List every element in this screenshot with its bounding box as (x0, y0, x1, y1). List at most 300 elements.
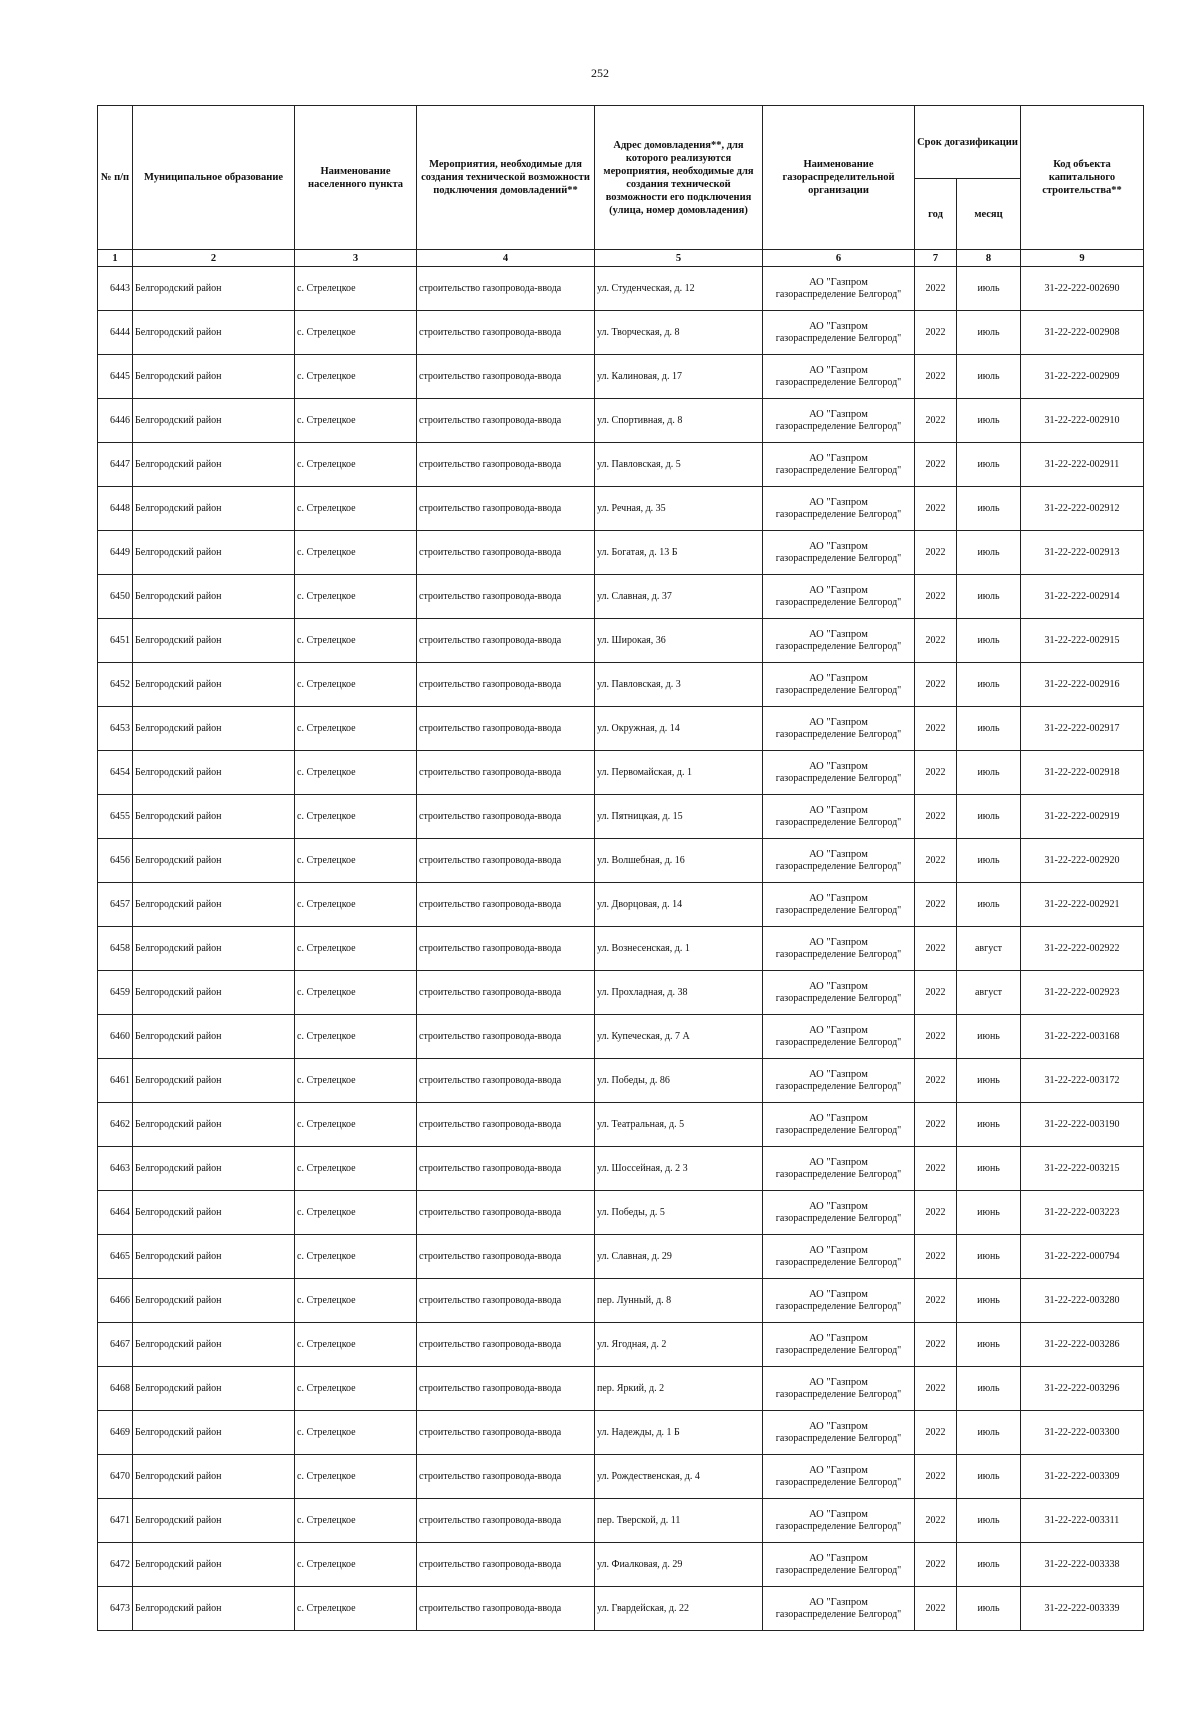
settlement-cell: с. Стрелецкое (295, 1455, 417, 1499)
row-number: 6452 (98, 663, 133, 707)
municipality-cell: Белгородский район (133, 619, 295, 663)
month-cell: июнь (957, 1103, 1021, 1147)
address-cell: ул. Широкая, 36 (595, 619, 763, 663)
measures-cell: строительство газопровода-ввода (417, 663, 595, 707)
settlement-cell: с. Стрелецкое (295, 355, 417, 399)
settlement-cell: с. Стрелецкое (295, 443, 417, 487)
address-cell: ул. Окружная, д. 14 (595, 707, 763, 751)
month-cell: июль (957, 1587, 1021, 1631)
measures-cell: строительство газопровода-ввода (417, 1543, 595, 1587)
settlement-cell: с. Стрелецкое (295, 1323, 417, 1367)
measures-cell: строительство газопровода-ввода (417, 1587, 595, 1631)
municipality-cell: Белгородский район (133, 1015, 295, 1059)
org-cell (763, 311, 915, 355)
org-line-1: АО "Газпром (809, 1156, 868, 1168)
address-cell: ул. Прохладная, д. 38 (595, 971, 763, 1015)
table-row (98, 1015, 1144, 1059)
row-number: 6459 (98, 971, 133, 1015)
address-cell: ул. Рождественская, д. 4 (595, 1455, 763, 1499)
row-number: 6467 (98, 1323, 133, 1367)
code-cell: 31-22-222-003172 (1021, 1059, 1144, 1103)
org-line-2: газораспределение Белгород" (775, 332, 902, 344)
month-cell: июнь (957, 1147, 1021, 1191)
row-number: 6462 (98, 1103, 133, 1147)
table-row (98, 1587, 1144, 1631)
org-line-1: АО "Газпром (809, 276, 868, 288)
org-line-2: газораспределение Белгород" (775, 904, 902, 916)
month-cell: июль (957, 399, 1021, 443)
org-cell (763, 355, 915, 399)
column-number: 6 (763, 250, 915, 267)
address-cell: ул. Студенческая, д. 12 (595, 267, 763, 311)
settlement-cell: с. Стрелецкое (295, 1279, 417, 1323)
address-cell: ул. Победы, д. 86 (595, 1059, 763, 1103)
code-cell: 31-22-222-003338 (1021, 1543, 1144, 1587)
org-line-1: АО "Газпром (809, 1420, 868, 1432)
org-cell (763, 487, 915, 531)
code-cell: 31-22-222-002916 (1021, 663, 1144, 707)
settlement-cell: с. Стрелецкое (295, 883, 417, 927)
org-line-1: АО "Газпром (809, 672, 868, 684)
code-cell: 31-22-222-003296 (1021, 1367, 1144, 1411)
org-cell (763, 1367, 915, 1411)
settlement-cell: с. Стрелецкое (295, 839, 417, 883)
address-cell: ул. Купеческая, д. 7 А (595, 1015, 763, 1059)
settlement-cell: с. Стрелецкое (295, 1191, 417, 1235)
org-line-1: АО "Газпром (809, 848, 868, 860)
year-cell: 2022 (915, 1323, 957, 1367)
month-cell: июль (957, 1367, 1021, 1411)
year-cell: 2022 (915, 1015, 957, 1059)
measures-cell: строительство газопровода-ввода (417, 619, 595, 663)
code-cell: 31-22-222-003168 (1021, 1015, 1144, 1059)
address-cell: ул. Спортивная, д. 8 (595, 399, 763, 443)
measures-cell: строительство газопровода-ввода (417, 883, 595, 927)
org-cell (763, 883, 915, 927)
municipality-cell: Белгородский район (133, 751, 295, 795)
municipality-cell: Белгородский район (133, 1543, 295, 1587)
year-cell: 2022 (915, 1455, 957, 1499)
municipality-cell: Белгородский район (133, 487, 295, 531)
settlement-cell: с. Стрелецкое (295, 1587, 417, 1631)
row-number: 6456 (98, 839, 133, 883)
year-cell: 2022 (915, 1279, 957, 1323)
measures-cell: строительство газопровода-ввода (417, 839, 595, 883)
org-cell (763, 1147, 915, 1191)
org-line-2: газораспределение Белгород" (775, 288, 902, 300)
org-cell (763, 1499, 915, 1543)
org-line-1: АО "Газпром (809, 1596, 868, 1608)
org-line-1: АО "Газпром (809, 1068, 868, 1080)
row-number: 6454 (98, 751, 133, 795)
row-number: 6457 (98, 883, 133, 927)
year-cell: 2022 (915, 883, 957, 927)
table-row (98, 927, 1144, 971)
org-line-2: газораспределение Белгород" (775, 948, 902, 960)
header-year: год (915, 179, 957, 250)
org-line-2: газораспределение Белгород" (775, 684, 902, 696)
municipality-cell: Белгородский район (133, 1367, 295, 1411)
measures-cell: строительство газопровода-ввода (417, 531, 595, 575)
org-line-1: АО "Газпром (809, 1508, 868, 1520)
address-cell: ул. Пятницкая, д. 15 (595, 795, 763, 839)
municipality-cell: Белгородский район (133, 267, 295, 311)
row-number: 6464 (98, 1191, 133, 1235)
table-row (98, 487, 1144, 531)
year-cell: 2022 (915, 1147, 957, 1191)
table-row (98, 663, 1144, 707)
table-row (98, 1191, 1144, 1235)
header-measures: Мероприятия, необходимые для создания технической возможности подключения домовладений** (417, 106, 595, 250)
settlement-cell: с. Стрелецкое (295, 1367, 417, 1411)
code-cell: 31-22-222-003300 (1021, 1411, 1144, 1455)
row-number: 6443 (98, 267, 133, 311)
measures-cell: строительство газопровода-ввода (417, 1015, 595, 1059)
settlement-cell: с. Стрелецкое (295, 927, 417, 971)
table-row (98, 1499, 1144, 1543)
year-cell: 2022 (915, 927, 957, 971)
row-number: 6455 (98, 795, 133, 839)
month-cell: июль (957, 531, 1021, 575)
org-line-2: газораспределение Белгород" (775, 728, 902, 740)
year-cell: 2022 (915, 1411, 957, 1455)
code-cell: 31-22-222-002911 (1021, 443, 1144, 487)
code-cell: 31-22-222-002915 (1021, 619, 1144, 663)
org-cell (763, 1015, 915, 1059)
measures-cell: строительство газопровода-ввода (417, 1235, 595, 1279)
column-numbers-row (98, 250, 1144, 267)
row-number: 6460 (98, 1015, 133, 1059)
org-line-1: АО "Газпром (809, 936, 868, 948)
settlement-cell: с. Стрелецкое (295, 795, 417, 839)
table-row (98, 1279, 1144, 1323)
table-row (98, 751, 1144, 795)
municipality-cell: Белгородский район (133, 1455, 295, 1499)
table-row (98, 1103, 1144, 1147)
municipality-cell: Белгородский район (133, 971, 295, 1015)
month-cell: июль (957, 1499, 1021, 1543)
org-line-1: АО "Газпром (809, 1024, 868, 1036)
month-cell: июнь (957, 1235, 1021, 1279)
settlement-cell: с. Стрелецкое (295, 1059, 417, 1103)
org-cell (763, 839, 915, 883)
settlement-cell: с. Стрелецкое (295, 575, 417, 619)
org-line-1: АО "Газпром (809, 760, 868, 772)
municipality-cell: Белгородский район (133, 1059, 295, 1103)
code-cell: 31-22-222-003223 (1021, 1191, 1144, 1235)
org-line-2: газораспределение Белгород" (775, 1256, 902, 1268)
year-cell: 2022 (915, 1543, 957, 1587)
org-line-1: АО "Газпром (809, 628, 868, 640)
org-cell (763, 751, 915, 795)
address-cell: ул. Вознесенская, д. 1 (595, 927, 763, 971)
org-cell (763, 1059, 915, 1103)
month-cell: июль (957, 575, 1021, 619)
year-cell: 2022 (915, 575, 957, 619)
org-line-2: газораспределение Белгород" (775, 640, 902, 652)
table-row (98, 1367, 1144, 1411)
header-code: Код объекта капитального строительства** (1021, 106, 1144, 250)
row-number: 6449 (98, 531, 133, 575)
month-cell: июль (957, 1455, 1021, 1499)
municipality-cell: Белгородский район (133, 927, 295, 971)
org-line-2: газораспределение Белгород" (775, 464, 902, 476)
org-cell (763, 1587, 915, 1631)
table-row (98, 1235, 1144, 1279)
municipality-cell: Белгородский район (133, 839, 295, 883)
table-row (98, 1323, 1144, 1367)
code-cell: 31-22-222-002913 (1021, 531, 1144, 575)
table-row (98, 267, 1144, 311)
column-number: 4 (417, 250, 595, 267)
address-cell: пер. Лунный, д. 8 (595, 1279, 763, 1323)
org-cell (763, 1411, 915, 1455)
municipality-cell: Белгородский район (133, 575, 295, 619)
address-cell: пер. Тверской, д. 11 (595, 1499, 763, 1543)
org-line-2: газораспределение Белгород" (775, 816, 902, 828)
municipality-cell: Белгородский район (133, 795, 295, 839)
table-row (98, 575, 1144, 619)
org-line-1: АО "Газпром (809, 408, 868, 420)
table-row (98, 531, 1144, 575)
measures-cell: строительство газопровода-ввода (417, 971, 595, 1015)
org-line-1: АО "Газпром (809, 1244, 868, 1256)
org-line-2: газораспределение Белгород" (775, 1212, 902, 1224)
address-cell: ул. Славная, д. 37 (595, 575, 763, 619)
table-body (98, 267, 1144, 1631)
code-cell: 31-22-222-002910 (1021, 399, 1144, 443)
year-cell: 2022 (915, 1587, 957, 1631)
month-cell: июль (957, 751, 1021, 795)
municipality-cell: Белгородский район (133, 1411, 295, 1455)
table-row (98, 795, 1144, 839)
year-cell: 2022 (915, 355, 957, 399)
table-row (98, 1147, 1144, 1191)
org-line-2: газораспределение Белгород" (775, 1036, 902, 1048)
org-cell (763, 1103, 915, 1147)
code-cell: 31-22-222-002918 (1021, 751, 1144, 795)
table-row (98, 1411, 1144, 1455)
measures-cell: строительство газопровода-ввода (417, 927, 595, 971)
header-municipality: Муниципальное образование (133, 106, 295, 250)
code-cell: 31-22-222-002912 (1021, 487, 1144, 531)
month-cell: август (957, 927, 1021, 971)
year-cell: 2022 (915, 487, 957, 531)
header-term: Срок догазификации (915, 106, 1021, 179)
municipality-cell: Белгородский район (133, 443, 295, 487)
month-cell: июль (957, 1411, 1021, 1455)
municipality-cell: Белгородский район (133, 1147, 295, 1191)
year-cell: 2022 (915, 1191, 957, 1235)
measures-cell: строительство газопровода-ввода (417, 1367, 595, 1411)
settlement-cell: с. Стрелецкое (295, 1411, 417, 1455)
org-line-2: газораспределение Белгород" (775, 1388, 902, 1400)
year-cell: 2022 (915, 1235, 957, 1279)
code-cell: 31-22-222-002908 (1021, 311, 1144, 355)
month-cell: июль (957, 1543, 1021, 1587)
measures-cell: строительство газопровода-ввода (417, 1411, 595, 1455)
header-settlement: Наименование населенного пункта (295, 106, 417, 250)
org-line-2: газораспределение Белгород" (775, 596, 902, 608)
row-number: 6461 (98, 1059, 133, 1103)
org-line-1: АО "Газпром (809, 1112, 868, 1124)
org-cell (763, 619, 915, 663)
row-number: 6447 (98, 443, 133, 487)
settlement-cell: с. Стрелецкое (295, 1499, 417, 1543)
year-cell: 2022 (915, 751, 957, 795)
org-line-2: газораспределение Белгород" (775, 992, 902, 1004)
municipality-cell: Белгородский район (133, 663, 295, 707)
org-line-2: газораспределение Белгород" (775, 1432, 902, 1444)
code-cell: 31-22-222-002920 (1021, 839, 1144, 883)
code-cell: 31-22-222-002919 (1021, 795, 1144, 839)
table-row (98, 619, 1144, 663)
row-number: 6444 (98, 311, 133, 355)
measures-cell: строительство газопровода-ввода (417, 1323, 595, 1367)
code-cell: 31-22-222-003309 (1021, 1455, 1144, 1499)
month-cell: июнь (957, 1015, 1021, 1059)
code-cell: 31-22-222-003311 (1021, 1499, 1144, 1543)
org-line-1: АО "Газпром (809, 452, 868, 464)
settlement-cell: с. Стрелецкое (295, 971, 417, 1015)
municipality-cell: Белгородский район (133, 1235, 295, 1279)
measures-cell: строительство газопровода-ввода (417, 1279, 595, 1323)
row-number: 6472 (98, 1543, 133, 1587)
address-cell: ул. Победы, д. 5 (595, 1191, 763, 1235)
measures-cell: строительство газопровода-ввода (417, 1455, 595, 1499)
address-cell: ул. Театральная, д. 5 (595, 1103, 763, 1147)
row-number: 6453 (98, 707, 133, 751)
year-cell: 2022 (915, 839, 957, 883)
year-cell: 2022 (915, 1499, 957, 1543)
org-line-2: газораспределение Белгород" (775, 420, 902, 432)
org-line-2: газораспределение Белгород" (775, 1344, 902, 1356)
measures-cell: строительство газопровода-ввода (417, 399, 595, 443)
org-line-1: АО "Газпром (809, 804, 868, 816)
code-cell: 31-22-222-002922 (1021, 927, 1144, 971)
municipality-cell: Белгородский район (133, 1587, 295, 1631)
column-number: 5 (595, 250, 763, 267)
year-cell: 2022 (915, 311, 957, 355)
column-number: 9 (1021, 250, 1144, 267)
table-row (98, 443, 1144, 487)
row-number: 6446 (98, 399, 133, 443)
org-line-1: АО "Газпром (809, 980, 868, 992)
row-number: 6463 (98, 1147, 133, 1191)
year-cell: 2022 (915, 1059, 957, 1103)
header-org: Наименование газораспределительной организации (763, 106, 915, 250)
column-number: 7 (915, 250, 957, 267)
address-cell: ул. Ягодная, д. 2 (595, 1323, 763, 1367)
org-cell (763, 1235, 915, 1279)
settlement-cell: с. Стрелецкое (295, 619, 417, 663)
page-number: 252 (591, 66, 609, 80)
row-number: 6471 (98, 1499, 133, 1543)
table-row (98, 971, 1144, 1015)
month-cell: июль (957, 487, 1021, 531)
code-cell: 31-22-222-002917 (1021, 707, 1144, 751)
org-line-2: газораспределение Белгород" (775, 1608, 902, 1620)
month-cell: июль (957, 839, 1021, 883)
org-cell (763, 531, 915, 575)
address-cell: ул. Богатая, д. 13 Б (595, 531, 763, 575)
municipality-cell: Белгородский район (133, 707, 295, 751)
org-line-1: АО "Газпром (809, 320, 868, 332)
table-row (98, 1543, 1144, 1587)
org-cell (763, 1455, 915, 1499)
org-line-1: АО "Газпром (809, 1464, 868, 1476)
row-number: 6473 (98, 1587, 133, 1631)
address-cell: ул. Дворцовая, д. 14 (595, 883, 763, 927)
measures-cell: строительство газопровода-ввода (417, 1059, 595, 1103)
address-cell: ул. Гвардейская, д. 22 (595, 1587, 763, 1631)
org-line-2: газораспределение Белгород" (775, 1520, 902, 1532)
table-row (98, 883, 1144, 927)
org-cell (763, 1323, 915, 1367)
code-cell: 31-22-222-002909 (1021, 355, 1144, 399)
org-line-1: АО "Газпром (809, 1332, 868, 1344)
settlement-cell: с. Стрелецкое (295, 311, 417, 355)
header-month: месяц (957, 179, 1021, 250)
year-cell: 2022 (915, 1367, 957, 1411)
month-cell: июль (957, 663, 1021, 707)
address-cell: ул. Речная, д. 35 (595, 487, 763, 531)
org-cell (763, 1543, 915, 1587)
table-row (98, 355, 1144, 399)
month-cell: июнь (957, 1279, 1021, 1323)
measures-cell: строительство газопровода-ввода (417, 443, 595, 487)
year-cell: 2022 (915, 971, 957, 1015)
measures-cell: строительство газопровода-ввода (417, 267, 595, 311)
code-cell: 31-22-222-003280 (1021, 1279, 1144, 1323)
org-cell (763, 399, 915, 443)
code-cell: 31-22-222-002914 (1021, 575, 1144, 619)
row-number: 6465 (98, 1235, 133, 1279)
year-cell: 2022 (915, 1103, 957, 1147)
code-cell: 31-22-222-000794 (1021, 1235, 1144, 1279)
month-cell: июль (957, 355, 1021, 399)
org-cell (763, 663, 915, 707)
year-cell: 2022 (915, 443, 957, 487)
address-cell: ул. Фиалковая, д. 29 (595, 1543, 763, 1587)
year-cell: 2022 (915, 531, 957, 575)
settlement-cell: с. Стрелецкое (295, 663, 417, 707)
municipality-cell: Белгородский район (133, 355, 295, 399)
code-cell: 31-22-222-002921 (1021, 883, 1144, 927)
measures-cell: строительство газопровода-ввода (417, 707, 595, 751)
org-line-1: АО "Газпром (809, 1200, 868, 1212)
row-number: 6448 (98, 487, 133, 531)
settlement-cell: с. Стрелецкое (295, 399, 417, 443)
settlement-cell: с. Стрелецкое (295, 707, 417, 751)
org-line-1: АО "Газпром (809, 1288, 868, 1300)
year-cell: 2022 (915, 707, 957, 751)
row-number: 6466 (98, 1279, 133, 1323)
code-cell: 31-22-222-003286 (1021, 1323, 1144, 1367)
org-line-2: газораспределение Белгород" (775, 1168, 902, 1180)
month-cell: июль (957, 795, 1021, 839)
settlement-cell: с. Стрелецкое (295, 487, 417, 531)
municipality-cell: Белгородский район (133, 311, 295, 355)
measures-cell: строительство газопровода-ввода (417, 355, 595, 399)
municipality-cell: Белгородский район (133, 1323, 295, 1367)
org-line-2: газораспределение Белгород" (775, 508, 902, 520)
settlement-cell: с. Стрелецкое (295, 751, 417, 795)
measures-cell: строительство газопровода-ввода (417, 487, 595, 531)
year-cell: 2022 (915, 619, 957, 663)
row-number: 6450 (98, 575, 133, 619)
address-cell: ул. Калиновая, д. 17 (595, 355, 763, 399)
